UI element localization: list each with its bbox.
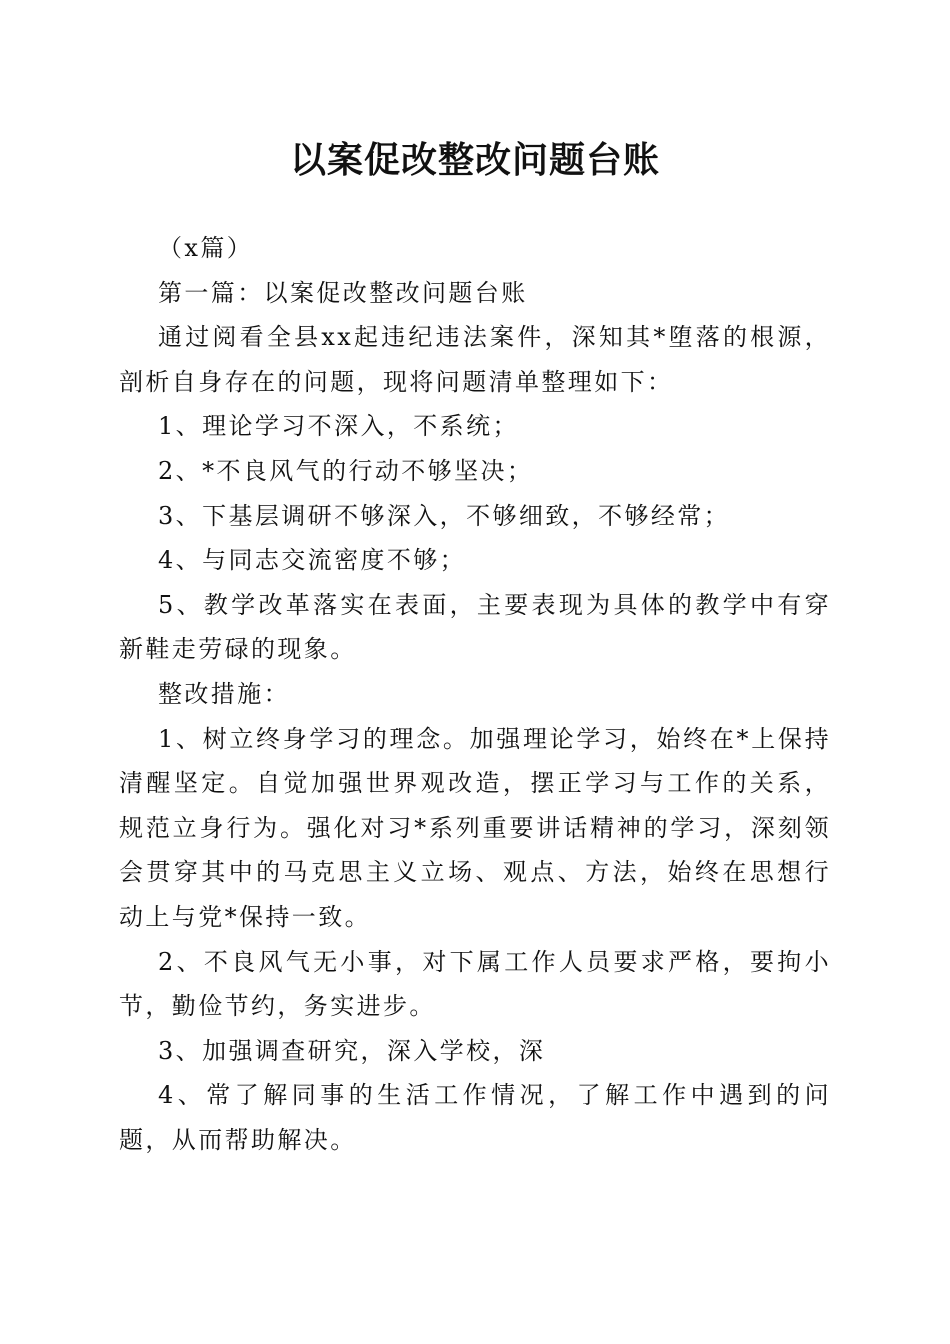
paragraph-measures-heading: 整改措施： bbox=[158, 679, 290, 708]
document-title: 以案促改整改问题台账 bbox=[289, 139, 660, 181]
paragraph-measure-3: 3、加强调查研究，深入学校，深 bbox=[158, 1036, 546, 1065]
paragraph-measure-4: 4、常了解同事的生活工作情况，了解工作中遇到的问题，从而帮助解决。 bbox=[119, 1081, 831, 1154]
paragraph-measure-2: 2、不良风气无小事，对下属工作人员要求严格，要拘小节，勤俭节约，务实进步。 bbox=[119, 947, 831, 1021]
paragraph-chapter-heading: 第一篇：以案促改整改问题台账 bbox=[158, 278, 528, 307]
paragraph-problem-2: 2、*不良风气的行动不够坚决； bbox=[158, 456, 534, 485]
paragraph-problem-1: 1、理论学习不深入，不系统； bbox=[158, 412, 519, 441]
paragraph-article-count: （x篇） bbox=[158, 234, 254, 262]
paragraph-problem-4: 4、与同志交流密度不够； bbox=[158, 546, 467, 575]
paragraph-measure-1: 1、树立终身学习的理念。加强理论学习，始终在*上保持清醒坚定。自觉加强世界观改造，摆正学习与工作的关系，规范立身行为。强化对习*系列重要讲话精神的学习，深刻领会贯穿其中的马克思主义立场、观点、方法，始终在思想行动上与党*保持一致。 bbox=[119, 724, 831, 931]
paragraph-intro: 通过阅看全县xx起违纪违法案件，深知其*堕落的根源，剖析自身存在的问题，现将问题清单整理如下： bbox=[119, 323, 831, 396]
paragraph-problem-5: 5、教学改革落实在表面，主要表现为具体的教学中有穿新鞋走劳碌的现象。 bbox=[119, 590, 831, 664]
paragraph-problem-3: 3、下基层调研不够深入，不够细致，不够经常； bbox=[158, 501, 731, 530]
document-body bbox=[119, 226, 831, 1162]
